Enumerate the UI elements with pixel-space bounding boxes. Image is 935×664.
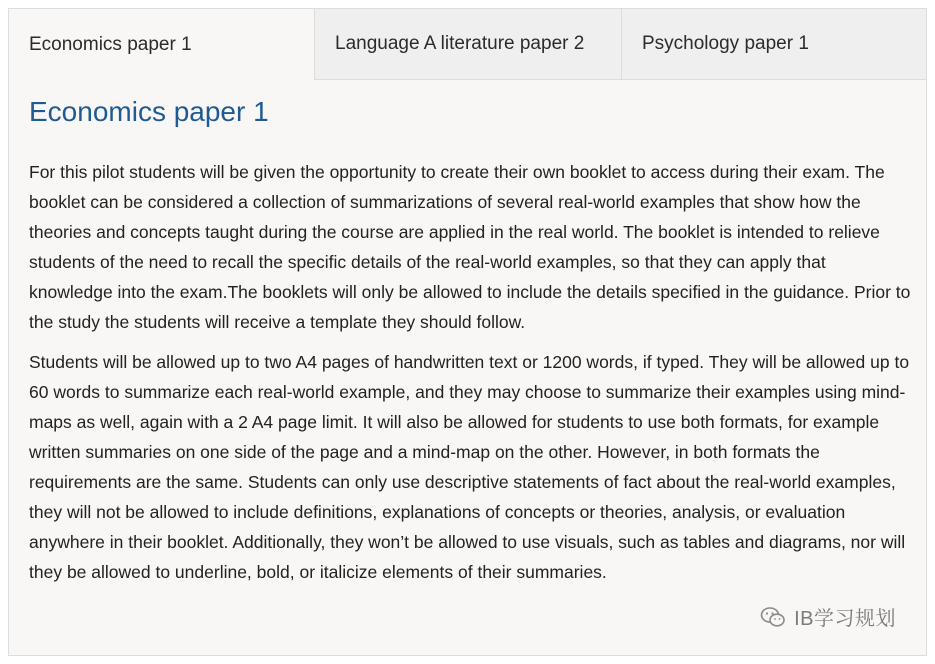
content-paragraph: For this pilot students will be given the opportunity to create their own booklet to access during their exam. The booklet can be considered a collection of summarizations of several real-world examples that show how the theories and concepts taught during the course are applied in the real world. The booklet is intended to relieve students of the need to recall the specific details of the real-world examples, so that they can apply that knowledge into the exam.The booklets will only be allowed to include the details specified in the guidance. Prior to the study the students will receive a template they should follow. <box>29 161 911 332</box>
tab-label: Language A literature paper 2 <box>335 33 585 54</box>
tab-label: Psychology paper 1 <box>642 33 809 54</box>
tab-language-a-literature-paper-2[interactable] <box>315 9 622 80</box>
tab-content <box>29 95 914 587</box>
content-paragraph: Students will be allowed up to two A4 pages of handwritten text or 1200 words, if typed. They will be allowed up to 60 words to summarize each real-world example, and they may choose to summarize their examples using mind-maps as well, again with a 2 A4 page limit. It will also be allowed for students to use both formats, for example written summaries on one side of the page and a mind-map on the other. However, in both formats the requirements are the same. Students can only use descriptive statements of fact about the real-world examples, they will not be allowed to include definitions, explanations of concepts or theories, analysis, or evaluation anywhere in their booklet. Additionally, they won’t be allowed to use visuals, such as tables and diagrams, nor will they be allowed to underline, bold, or italicize elements of their summaries. <box>29 351 910 582</box>
tab-panel <box>8 8 927 656</box>
content-heading: Economics paper 1 <box>29 96 269 127</box>
tab-bar <box>9 9 926 80</box>
tab-economics-paper-1[interactable] <box>9 9 315 80</box>
wechat-icon <box>760 604 786 630</box>
tab-label: Economics paper 1 <box>29 33 192 55</box>
tab-psychology-paper-1[interactable] <box>622 9 926 80</box>
watermark-text: IB学习规划 <box>794 608 896 630</box>
watermark <box>760 602 896 631</box>
